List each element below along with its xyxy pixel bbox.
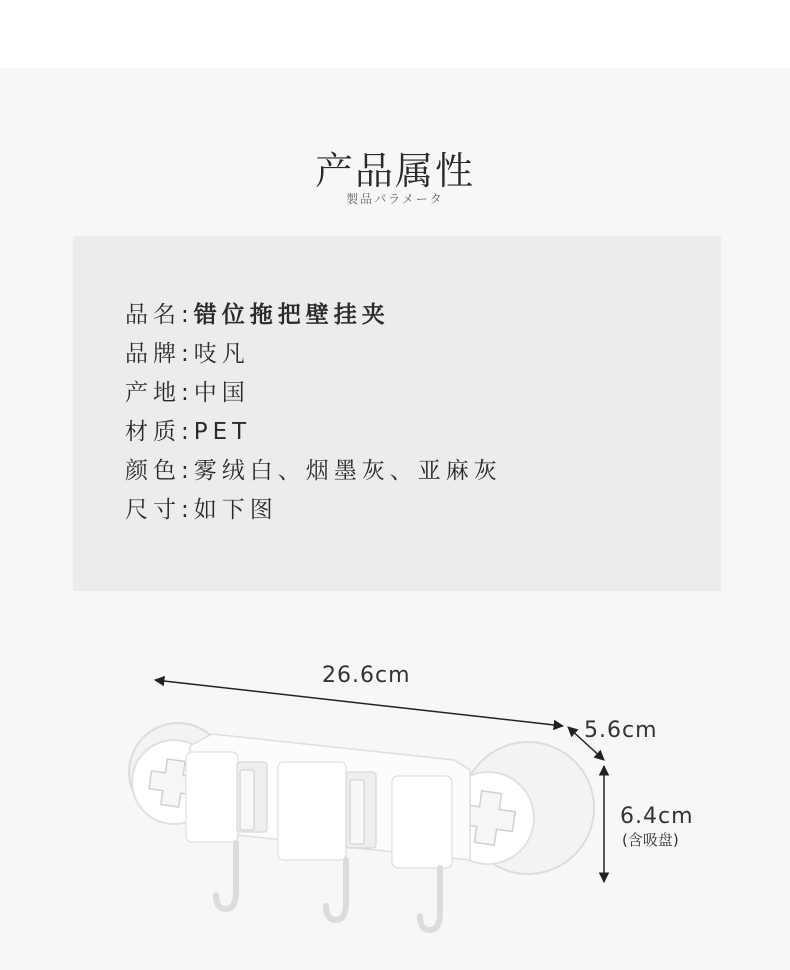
- holder-bar: [186, 734, 470, 868]
- hook-middle-icon: [326, 860, 346, 920]
- attr-label: 产地:: [125, 380, 194, 406]
- attr-label: 颜色:: [125, 458, 194, 484]
- attr-value: 吱凡: [193, 341, 250, 367]
- page-title: 产品属性: [314, 149, 475, 193]
- attr-value: PET: [193, 419, 252, 445]
- attr-value: 雾绒白、烟墨灰、亚麻灰: [193, 458, 502, 484]
- page-subtitle: 製品パラメータ: [346, 192, 444, 206]
- hook-right-icon: [420, 868, 440, 930]
- attr-label: 品名:: [125, 302, 194, 328]
- height-note: (含吸盘): [622, 831, 679, 849]
- hook-left-icon: [216, 843, 236, 909]
- attr-value: 中国: [193, 380, 250, 406]
- attr-label: 材质:: [125, 419, 194, 445]
- depth-label: 5.6cm: [584, 718, 658, 743]
- attr-value: 错位拖把壁挂夹: [193, 302, 390, 328]
- right-clip: [392, 776, 452, 868]
- width-label: 26.6cm: [322, 663, 411, 688]
- attr-value: 如下图: [193, 497, 278, 523]
- middle-clip: [278, 762, 346, 860]
- attr-label: 尺寸:: [125, 497, 194, 523]
- height-label: 6.4cm: [620, 804, 694, 829]
- left-clip: [186, 752, 238, 842]
- attr-label: 品牌:: [125, 341, 194, 367]
